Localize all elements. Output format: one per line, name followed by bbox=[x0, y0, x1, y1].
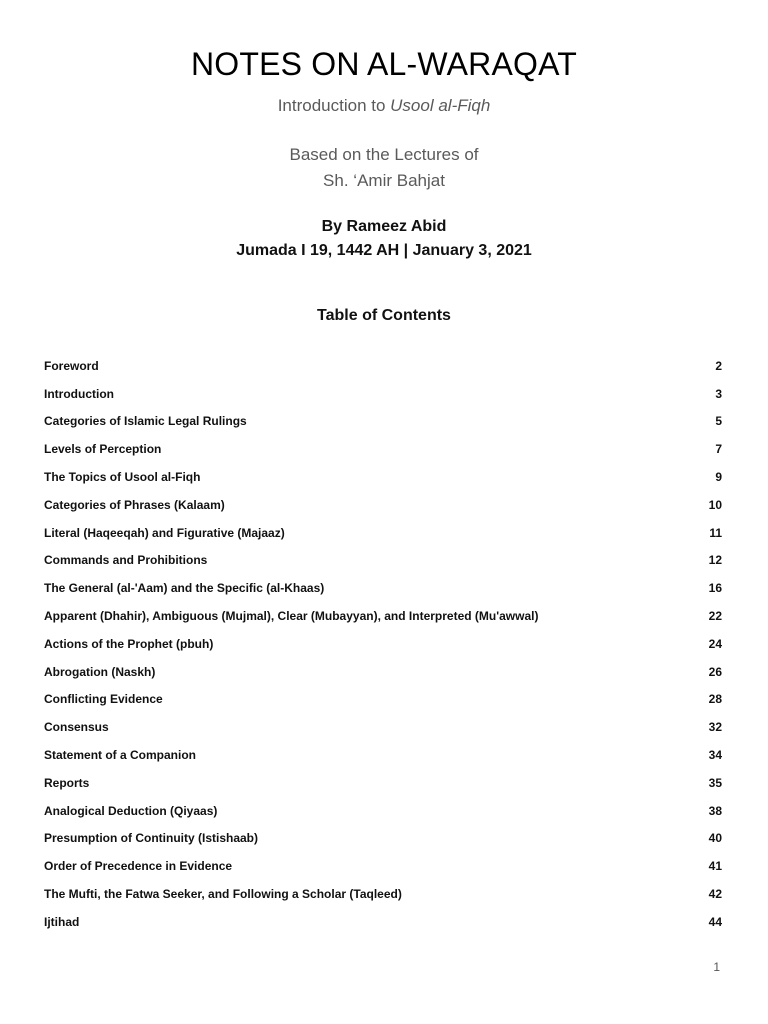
toc-entry-title: Statement of a Companion bbox=[44, 748, 197, 763]
toc-entry-page: 7 bbox=[715, 442, 722, 457]
toc-entry-page: 24 bbox=[708, 636, 722, 651]
toc-entry-title: Literal (Haqeeqah) and Figurative (Majaaz) bbox=[44, 525, 285, 540]
toc-entry-page: 16 bbox=[708, 581, 722, 596]
toc-entry-page: 3 bbox=[715, 386, 722, 401]
toc-entry-page: 35 bbox=[708, 775, 722, 790]
toc-entry[interactable] bbox=[44, 574, 722, 602]
toc-entry[interactable] bbox=[44, 491, 722, 519]
toc-entry[interactable] bbox=[44, 713, 722, 741]
toc-entry-title: Conflicting Evidence bbox=[44, 692, 163, 707]
toc-entry-title: Actions of the Prophet (pbuh) bbox=[44, 636, 214, 651]
author-block bbox=[0, 215, 768, 263]
toc-entry-page: 32 bbox=[708, 720, 722, 735]
toc-entry[interactable] bbox=[44, 408, 722, 436]
subtitle-italic: Usool al-Fiqh bbox=[390, 96, 491, 115]
page-number: 1 bbox=[713, 960, 720, 974]
toc-entry[interactable] bbox=[44, 852, 722, 880]
toc-entry[interactable] bbox=[44, 602, 722, 630]
toc-entry[interactable] bbox=[44, 380, 722, 408]
toc-entry-title: Categories of Phrases (Kalaam) bbox=[44, 497, 225, 512]
publication-date: Jumada I 19, 1442 AH | January 3, 2021 bbox=[236, 242, 532, 259]
toc-entry[interactable] bbox=[44, 908, 722, 936]
toc-entry[interactable] bbox=[44, 630, 722, 658]
document-title: NOTES ON AL-WARAQAT bbox=[190, 46, 578, 82]
lecture-attribution-line-1: Based on the Lectures of bbox=[289, 145, 479, 164]
document-subtitle bbox=[0, 96, 768, 116]
toc-entry-title: Categories of Islamic Legal Rulings bbox=[44, 414, 247, 429]
toc-entry[interactable] bbox=[44, 769, 722, 797]
toc-entry[interactable] bbox=[44, 658, 722, 686]
toc-entry-title: Ijtihad bbox=[44, 914, 80, 929]
toc-entry[interactable] bbox=[44, 463, 722, 491]
table-of-contents bbox=[44, 352, 722, 936]
toc-entry-page: 2 bbox=[715, 358, 722, 373]
toc-entry-title: Introduction bbox=[44, 386, 114, 401]
toc-entry[interactable] bbox=[44, 519, 722, 547]
toc-entry[interactable] bbox=[44, 435, 722, 463]
toc-entry-page: 44 bbox=[708, 914, 722, 929]
toc-entry-title: Consensus bbox=[44, 720, 109, 735]
toc-entry-page: 28 bbox=[708, 692, 722, 707]
toc-entry[interactable] bbox=[44, 686, 722, 714]
toc-heading: Table of Contents bbox=[317, 307, 451, 324]
toc-entry[interactable] bbox=[44, 880, 722, 908]
toc-entry-page: 41 bbox=[708, 859, 722, 874]
toc-entry-page: 10 bbox=[708, 497, 722, 512]
toc-entry-page: 12 bbox=[708, 553, 722, 568]
author-byline: By Rameez Abid bbox=[321, 218, 447, 235]
toc-entry-page: 22 bbox=[708, 609, 722, 624]
toc-entry-page: 42 bbox=[708, 887, 722, 902]
toc-entry[interactable] bbox=[44, 741, 722, 769]
toc-entry-title: The General (al-'Aam) and the Specific (al-Khaas) bbox=[44, 581, 325, 596]
toc-entry-title: The Mufti, the Fatwa Seeker, and Following a Scholar (Taqleed) bbox=[44, 887, 402, 902]
toc-entry[interactable] bbox=[44, 797, 722, 825]
toc-entry-page: 11 bbox=[709, 525, 722, 540]
toc-entry-title: Analogical Deduction (Qiyaas) bbox=[44, 803, 218, 818]
toc-entry-page: 26 bbox=[708, 664, 722, 679]
lecture-attribution-line-2: Sh. ‘Amir Bahjat bbox=[323, 171, 445, 190]
toc-entry[interactable] bbox=[44, 352, 722, 380]
toc-entry-page: 5 bbox=[715, 414, 722, 429]
toc-entry-title: Foreword bbox=[44, 358, 99, 373]
toc-entry-title: The Topics of Usool al-Fiqh bbox=[44, 470, 201, 485]
subtitle-prefix: Introduction to bbox=[277, 96, 391, 115]
toc-entry[interactable] bbox=[44, 547, 722, 575]
toc-entry-title: Presumption of Continuity (Istishaab) bbox=[44, 831, 259, 846]
toc-entry[interactable] bbox=[44, 825, 722, 853]
toc-entry-title: Abrogation (Naskh) bbox=[44, 664, 156, 679]
toc-entry-page: 34 bbox=[708, 748, 722, 763]
toc-entry-title: Commands and Prohibitions bbox=[44, 553, 208, 568]
toc-entry-title: Apparent (Dhahir), Ambiguous (Mujmal), Clear (Mubayyan), and Interpreted (Mu'awwal) bbox=[44, 609, 539, 624]
toc-entry-page: 38 bbox=[708, 803, 722, 818]
lecture-attribution bbox=[0, 142, 768, 194]
toc-entry-page: 40 bbox=[708, 831, 722, 846]
toc-entry-title: Levels of Perception bbox=[44, 442, 162, 457]
toc-entry-page: 9 bbox=[715, 470, 722, 485]
toc-entry-title: Reports bbox=[44, 775, 90, 790]
toc-entry-title: Order of Precedence in Evidence bbox=[44, 859, 233, 874]
